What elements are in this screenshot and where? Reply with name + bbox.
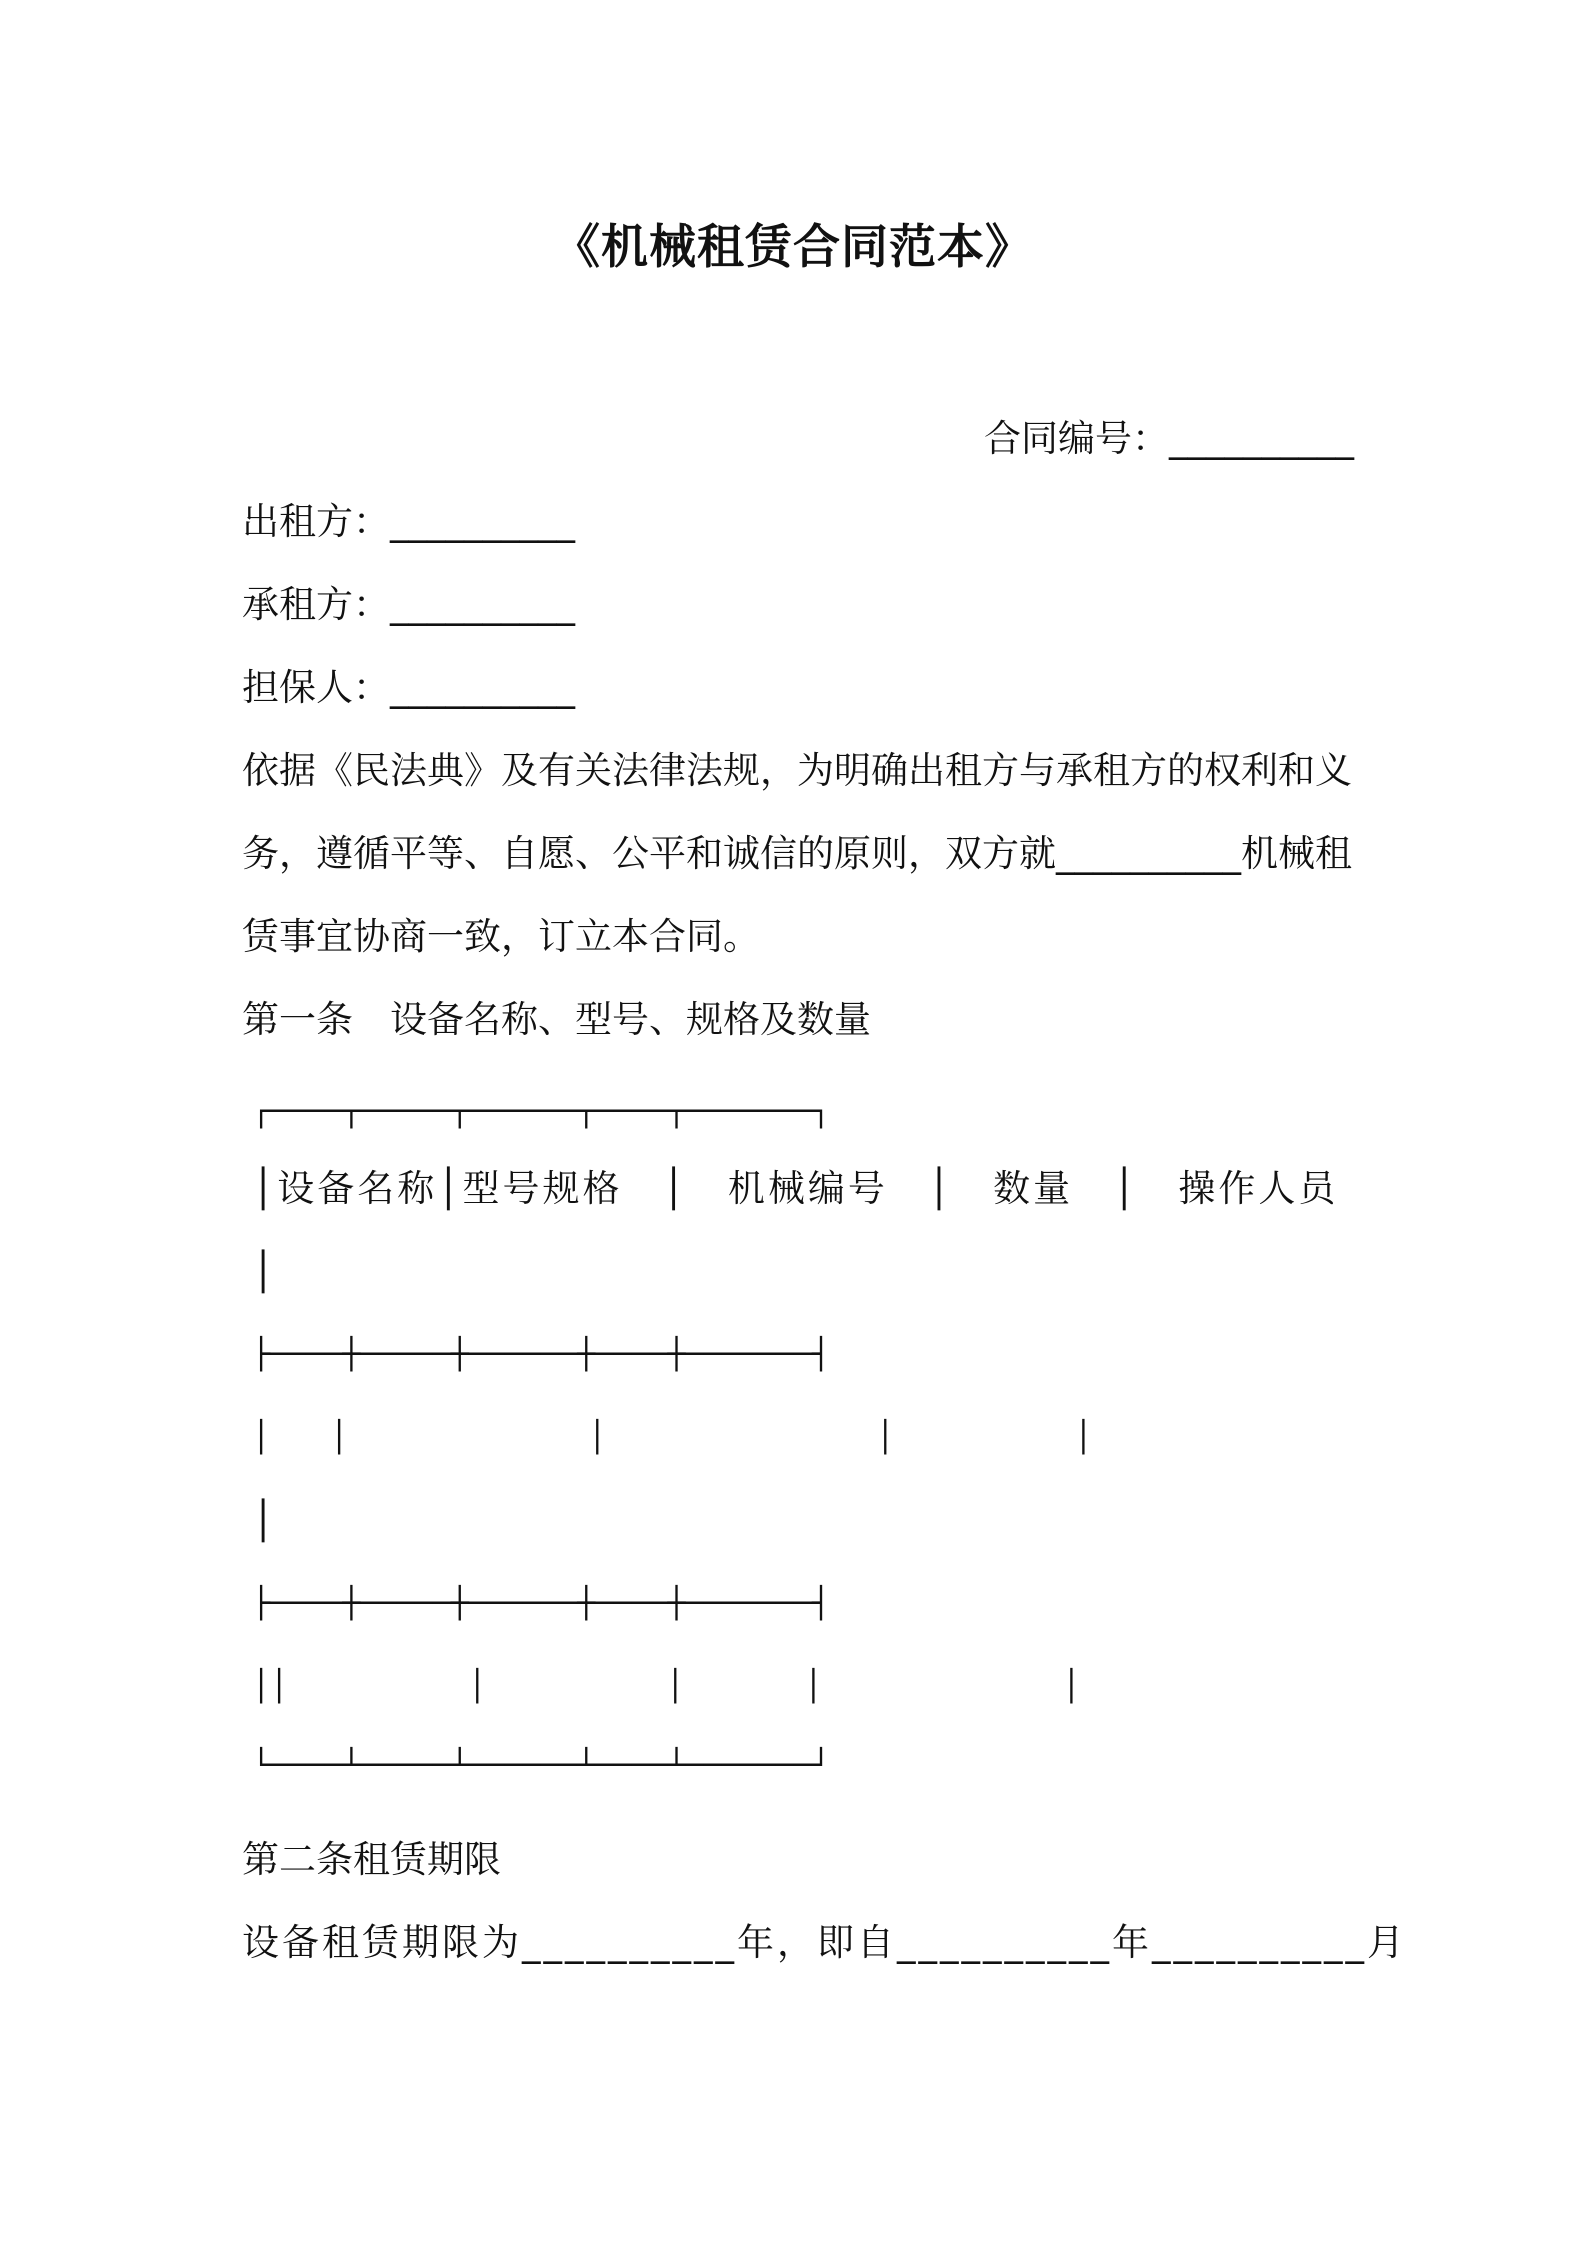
guarantor-field: 担保人：__________ — [242, 666, 575, 709]
contract-number: 合同编号：__________ — [984, 417, 1354, 460]
intro-paragraph-line-3: 赁事宜协商一致，订立本合同。 — [242, 915, 760, 958]
article-2-heading: 第二条租赁期限 — [242, 1838, 501, 1881]
table-header-row: │设备名称│型号规格 │ 机械编号 │ 数量 │ 操作人员 — [252, 1167, 1339, 1210]
table-row-1-tail: │ — [252, 1499, 275, 1542]
table-row-1: │ │ │ │ │ — [252, 1420, 1093, 1455]
table-header-row-tail: │ — [252, 1250, 275, 1293]
article-2-line-1: 设备租赁期限为__________年，即自__________年__________月 — [242, 1921, 1407, 1964]
table-separator-1: ├────┼─────┼──────┼────┼───────┤ — [252, 1337, 830, 1372]
table-top-border: ┌────┬─────┬──────┬────┬───────┐ — [252, 1094, 830, 1129]
document-title: 《机械租赁合同范本》 — [553, 220, 1033, 275]
table-row-2: ││ │ │ │ │ — [252, 1669, 1081, 1704]
lessee-field: 承租方：__________ — [242, 583, 575, 626]
table-bottom-border: └────┴─────┴──────┴────┴───────┘ — [252, 1748, 830, 1783]
intro-paragraph-line-1: 依据《民法典》及有关法律法规，为明确出租方与承租方的权利和义 — [242, 749, 1352, 792]
intro-paragraph-line-2: 务，遵循平等、自愿、公平和诚信的原则，双方就__________机械租 — [242, 832, 1352, 875]
table-separator-2: ├────┼─────┼──────┼────┼───────┤ — [252, 1586, 830, 1621]
article-1-heading: 第一条 设备名称、型号、规格及数量 — [242, 998, 871, 1041]
lessor-field: 出租方：__________ — [242, 500, 575, 543]
